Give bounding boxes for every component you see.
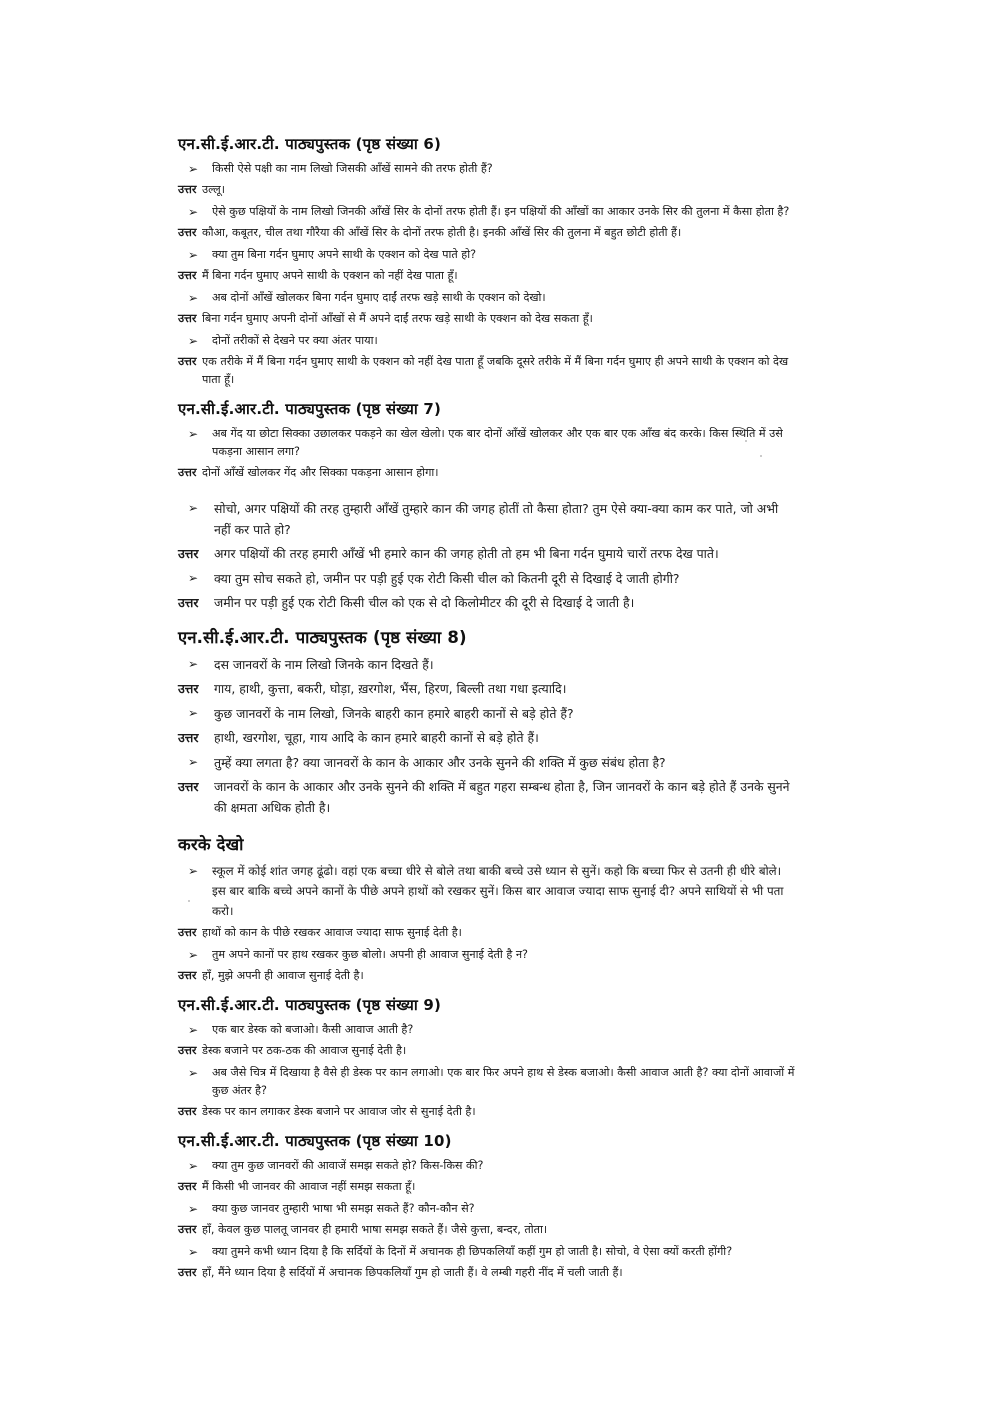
arrow-bullet-icon: ➢ <box>188 706 199 720</box>
answer-label: उत्तर <box>178 1105 197 1118</box>
answer-label: उत्तर <box>178 183 197 196</box>
section-karke-dekho <box>178 832 798 985</box>
scan-speck <box>745 440 747 442</box>
answer-label: उत्तर <box>178 595 199 610</box>
answer: उत्तर दोनों आँखें खोलकर गेंद और सिक्का पकड़ना आसान होगा। <box>178 464 798 482</box>
answer: उत्तर जानवरों के कान के आकार और उनके सुनने की शक्ति में बहुत गहरा सम्बन्ध होता है, जिन जानवरों के कान बड़े होते हैं उनके सुनने की क्षमता अधिक होती है। <box>178 776 798 818</box>
arrow-bullet-icon: ➢ <box>188 1245 199 1259</box>
answer-label: उत्तर <box>178 681 199 696</box>
answer: उत्तर अगर पक्षियों की तरह हमारी आँखें भी हमारे कान की जगह होती तो हम भी बिना गर्दन घुमाये चारों तरफ देख पाते। <box>178 543 798 564</box>
section-page-10 <box>178 1131 798 1282</box>
question: ➢ तुम अपने कानों पर हाथ रखकर कुछ बोलो। अपनी ही आवाज सुनाई देती है न? <box>188 948 528 962</box>
section-page-6 <box>178 134 798 389</box>
section-page-7 <box>178 399 798 482</box>
question: ➢ क्या तुम बिना गर्दन घुमाए अपने साथी के एक्शन को देख पाते हो? <box>188 248 477 262</box>
question: ➢ कुछ जानवरों के नाम लिखो, जिनके बाहरी कान हमारे बाहरी कानों से बड़े होते हैं? <box>178 703 798 724</box>
answer-label: उत्तर <box>178 355 197 368</box>
answer: उत्तर डेस्क पर कान लगाकर डेस्क बजाने पर आवाज जोर से सुनाई देती है। <box>178 1103 798 1121</box>
answer: उत्तर उल्लू। <box>178 181 798 199</box>
arrow-bullet-icon: ➢ <box>188 501 199 515</box>
question: ➢ स्कूल में कोई शांत जगह ढूंढो। वहां एक बच्चा धीरे से बोले तथा बाकी बच्चे उसे ध्यान से सुनें। कहो कि बच्चा फिर से उतनी ही धीरे बोले। इस बार बाकि बच्चे अपने कानों के पीछे अपने हाथों को रखकर सुनें। किस बार आवाज ज्यादा साफ सुनाई दी? अपने साथियों से भी पता करो। <box>178 861 798 921</box>
arrow-bullet-icon: ➢ <box>188 1023 199 1037</box>
section-heading: एन.सी.ई.आर.टी. पाठ्यपुस्तक (पृष्ठ संख्या 7) <box>178 400 442 418</box>
arrow-bullet-icon: ➢ <box>188 657 199 671</box>
answer-label: उत्तर <box>178 779 199 794</box>
scan-speck <box>760 455 762 457</box>
scan-speck <box>740 880 742 882</box>
answer-label: उत्तर <box>178 1044 197 1057</box>
arrow-bullet-icon: ➢ <box>188 571 199 585</box>
answer-label: उत्तर <box>178 1180 197 1193</box>
answer-label: उत्तर <box>178 1223 197 1236</box>
document-page <box>178 128 798 1290</box>
answer-label: उत्तर <box>178 546 199 561</box>
question: ➢ किसी ऐसे पक्षी का नाम लिखो जिसकी आँखें सामने की तरफ होती हैं? <box>188 162 493 176</box>
question: ➢ अब दोनों आँखें खोलकर बिना गर्दन घुमाए दाईं तरफ खड़े साथी के एक्शन को देखो। <box>188 291 546 305</box>
question: ➢ सोचो, अगर पक्षियों की तरह तुम्हारी आँखें तुम्हारे कान की जगह होतीं तो कैसा होता? तुम ऐसे क्या-क्या काम कर पाते, जो अभी नहीं कर पाते हो? <box>178 498 798 540</box>
arrow-bullet-icon: ➢ <box>188 162 199 176</box>
arrow-bullet-icon: ➢ <box>188 864 199 878</box>
question: ➢ क्या तुमने कभी ध्यान दिया है कि सर्दियों के दिनों में अचानक ही छिपकलियाँ कहीं गुम हो जाती है। सोचो, वे ऐसा क्यों करती होंगी? <box>188 1245 733 1259</box>
question: ➢ अब जैसे चित्र में दिखाया है वैसे ही डेस्क पर कान लगाओ। एक बार फिर अपने हाथ से डेस्क बजाओ। कैसी आवाज आती है? क्या दोनों आवाजों में कुछ अंतर है? <box>188 1066 795 1097</box>
question: ➢ अब गेंद या छोटा सिक्का उछालकर पकड़ने का खेल खेलो। एक बार दोनों आँखें खोलकर और एक बार एक आँख बंद करके। किस स्थिति में उसे पकड़ना आसान लगा? <box>188 427 783 458</box>
arrow-bullet-icon: ➢ <box>188 205 199 219</box>
question: ➢ क्या कुछ जानवर तुम्हारी भाषा भी समझ सकते हैं? कौन-कौन से? <box>188 1202 475 1216</box>
question: ➢ तुम्हें क्या लगता है? क्या जानवरों के कान के आकार और उनके सुनने की शक्ति में कुछ संबंध होता है? <box>178 752 798 773</box>
answer: उत्तर हाथों को कान के पीछे रखकर आवाज ज्यादा साफ सुनाई देती है। <box>178 924 798 942</box>
answer: उत्तर जमीन पर पड़ी हुई एक रोटी किसी चील को एक से दो किलोमीटर की दूरी से दिखाई दे जाती है। <box>178 592 798 613</box>
arrow-bullet-icon: ➢ <box>188 948 199 962</box>
arrow-bullet-icon: ➢ <box>188 334 199 348</box>
answer: उत्तर बिना गर्दन घुमाए अपनी दोनों आँखों से मैं अपने दाईं तरफ खड़े साथी के एक्शन को देख सकता हूँ। <box>178 310 798 328</box>
answer: उत्तर हाँ, मुझे अपनी ही आवाज सुनाई देती है। <box>178 967 798 985</box>
answer: उत्तर कौआ, कबूतर, चील तथा गौरैया की आँखें सिर के दोनों तरफ होती है। इनकी आँखें सिर की तुलना में बहुत छोटी होती हैं। <box>178 224 798 242</box>
question: ➢ क्या तुम कुछ जानवरों की आवाजें समझ सकते हो? किस-किस की? <box>188 1159 484 1173</box>
question: ➢ दस जानवरों के नाम लिखो जिनके कान दिखते हैं। <box>178 654 798 675</box>
answer-label: उत्तर <box>178 466 197 479</box>
answer: उत्तर हाथी, खरगोश, चूहा, गाय आदि के कान हमारे बाहरी कानों से बड़े होते हैं। <box>178 727 798 748</box>
answer: उत्तर एक तरीके में मैं बिना गर्दन घुमाए साथी के एक्शन को नहीं देख पाता हूँ जबकि दूसरे तरीके में मैं बिना गर्दन घुमाए ही अपने साथी के एक्शन को देख पाता हूँ। <box>178 355 789 386</box>
arrow-bullet-icon: ➢ <box>188 427 199 441</box>
answer: उत्तर मैं बिना गर्दन घुमाए अपने साथी के एक्शन को नहीं देख पाता हूँ। <box>178 267 798 285</box>
answer-label: उत्तर <box>178 269 197 282</box>
answer: उत्तर मैं किसी भी जानवर की आवाज नहीं समझ सकता हूँ। <box>178 1178 798 1196</box>
section-heading: एन.सी.ई.आर.टी. पाठ्यपुस्तक (पृष्ठ संख्या 8) <box>178 628 467 647</box>
answer-label: उत्तर <box>178 226 197 239</box>
arrow-bullet-icon: ➢ <box>188 755 199 769</box>
section-heading: एन.सी.ई.आर.टी. पाठ्यपुस्तक (पृष्ठ संख्या 6) <box>178 135 442 153</box>
section-heading: एन.सी.ई.आर.टी. पाठ्यपुस्तक (पृष्ठ संख्या 9) <box>178 996 442 1014</box>
section-heading: एन.सी.ई.आर.टी. पाठ्यपुस्तक (पृष्ठ संख्या 10) <box>178 1132 452 1150</box>
answer: उत्तर गाय, हाथी, कुत्ता, बकरी, घोड़ा, ख़रगोश, भैंस, हिरण, बिल्ली तथा गधा इत्यादि। <box>178 678 798 699</box>
answer: उत्तर हाँ, मैंने ध्यान दिया है सर्दियों में अचानक छिपकलियाँ गुम हो जाती हैं। वे लम्बी गहरी नींद में चली जाती हैं। <box>178 1264 798 1282</box>
answer-label: उत्तर <box>178 926 197 939</box>
arrow-bullet-icon: ➢ <box>188 248 199 262</box>
answer-label: उत्तर <box>178 730 199 745</box>
answer-label: उत्तर <box>178 969 197 982</box>
arrow-bullet-icon: ➢ <box>188 291 199 305</box>
answer-label: उत्तर <box>178 1266 197 1279</box>
answer: उत्तर हाँ, केवल कुछ पालतू जानवर ही हमारी भाषा समझ सकते हैं। जैसे कुत्ता, बन्दर, तोता। <box>178 1221 798 1239</box>
section-page-8 <box>178 625 798 818</box>
answer: उत्तर डेस्क बजाने पर ठक-ठक की आवाज सुनाई देती है। <box>178 1042 798 1060</box>
question: ➢ एक बार डेस्क को बजाओ। कैसी आवाज आती है? <box>188 1023 414 1037</box>
arrow-bullet-icon: ➢ <box>188 1066 199 1080</box>
arrow-bullet-icon: ➢ <box>188 1159 199 1173</box>
question: ➢ दोनों तरीकों से देखने पर क्या अंतर पाया। <box>188 334 378 348</box>
section-page-7-continued <box>178 498 798 613</box>
section-heading: करके देखो <box>178 835 244 854</box>
question: ➢ क्या तुम सोच सकते हो, जमीन पर पड़ी हुई एक रोटी किसी चील को कितनी दूरी से दिखाई दे जाती होगी? <box>178 568 798 589</box>
arrow-bullet-icon: ➢ <box>188 1202 199 1216</box>
scan-speck <box>188 900 190 902</box>
section-page-9 <box>178 995 798 1121</box>
question: ➢ ऐसे कुछ पक्षियों के नाम लिखो जिनकी आँखें सिर के दोनों तरफ होती हैं। इन पक्षियों की आँखों का आकार उनके सिर की तुलना में कैसा होता है? <box>188 205 790 219</box>
answer-label: उत्तर <box>178 312 197 325</box>
